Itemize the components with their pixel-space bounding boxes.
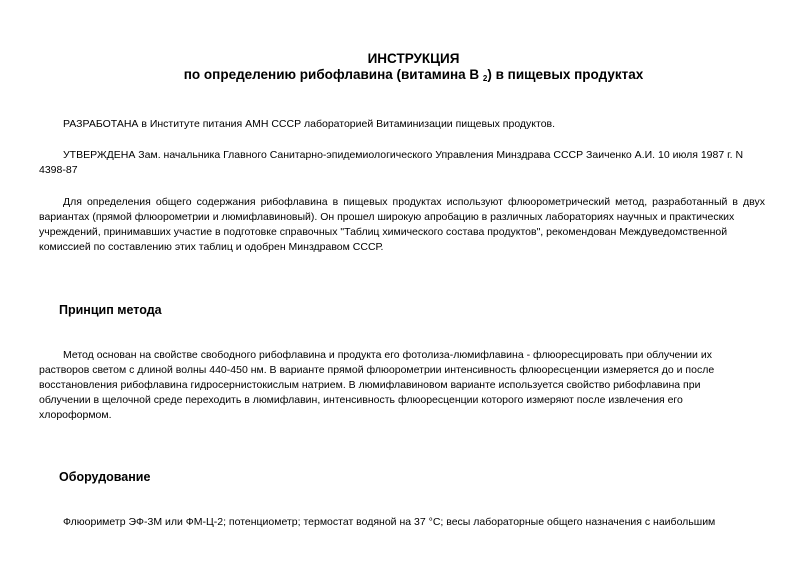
intro-line-3: учреждений, принимавших участие в подготовке справочных "Таблиц химического состава продуктов", рекомендован Междуведомственной: [39, 226, 728, 238]
developed-by-text: РАЗРАБОТАНА в Институте питания АМН СССР лабораторией Витаминизации пищевых продуктов.: [63, 118, 556, 130]
principle-line-2: растворов светом с длиной волны 440-450 нм. В варианте прямой флюорометрии интенсивность флюоресценции измеряется до и после: [39, 364, 715, 376]
approved-line-1: УТВЕРЖДЕНА Зам. начальника Главного Санитарно-эпидемиологического Управления Минздрава СССР Заиченко А.И. 10 июля 1987 г. N: [63, 149, 744, 161]
equipment-line-1: Флюориметр ЭФ-3М или ФМ-Ц-2; потенциометр; термостат водяной на 37 °С; весы лабораторные общего назначения с наибольшим: [63, 516, 716, 528]
developed-by-paragraph: [39, 117, 765, 132]
section-heading-principle: Принцип метода: [59, 303, 162, 317]
title-subscript: 2: [482, 74, 488, 83]
principle-line-1: Метод основан на свойстве свободного рибофлавина и продукта его фотолиза-люмифлавина - флюоресцировать при облучении их: [63, 349, 712, 361]
approved-paragraph: [39, 148, 774, 178]
title-line-1: ИНСТРУКЦИЯ: [367, 51, 460, 66]
equipment-paragraph: [39, 515, 765, 530]
title-line-2-post: ) в пищевых продуктах: [487, 67, 644, 82]
principle-line-5: хлороформом.: [39, 409, 112, 421]
document-title: [0, 51, 807, 87]
section-heading-equipment: Оборудование: [59, 470, 151, 484]
principle-paragraph: [39, 348, 765, 423]
intro-paragraph: [39, 195, 765, 255]
title-line-2: [0, 67, 807, 87]
title-line-2-pre: по определению рибофлавина (витамина B: [183, 67, 480, 82]
approved-line-2: 4398-87: [39, 164, 78, 176]
intro-line-4: комиссией по составлению этих таблиц и одобрен Минздравом СССР.: [39, 241, 384, 253]
intro-line-1: Для определения общего содержания рибофлавина в пищевых продуктах используют флюорометрический метод, разработанный в двух: [63, 196, 765, 208]
principle-line-3: восстановления рибофлавина гидросернистокислым натрием. В люмифлавиновом варианте используется свойство рибофлавина при: [39, 379, 701, 391]
principle-line-4: облучении в щелочной среде переходить в люмифлавин, интенсивность флюоресценции которого измеряют после извлечения его: [39, 394, 683, 406]
intro-line-2: вариантах (прямой флюорометрии и люмифлавиновый). Он прошел широкую апробацию в различных лабораториях научных и практических: [39, 211, 735, 223]
